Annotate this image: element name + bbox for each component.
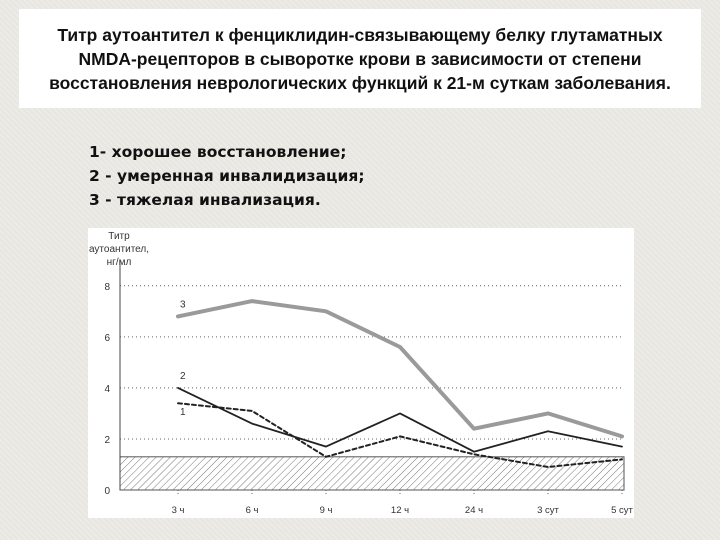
x-tick-label: 12 ч — [390, 505, 410, 516]
reference-band — [120, 457, 624, 490]
y-tick-label: 0 — [104, 486, 110, 497]
series-line-3 — [178, 301, 622, 436]
x-tick-label: 5 сут — [611, 505, 633, 516]
y-tick-label: 6 — [104, 332, 110, 344]
page-title: Титр аутоантител к фенциклидин-связывающему белку глутаматных NMDA-рецепторов в сыворотке крови в зависимости от степени восстановления неврологических функций к 21-м суткам заболевания. — [49, 24, 671, 93]
series-label-1: 1 — [180, 407, 186, 419]
line-chart — [88, 228, 634, 518]
y-tick-label: 8 — [104, 281, 110, 293]
y-axis-label: Титр аутоантител, нг/мл — [88, 231, 150, 268]
x-tick-label: 3 сут — [537, 505, 559, 516]
legend — [89, 140, 365, 212]
legend-item-2: 2 - умеренная инвалидизация; — [89, 167, 365, 185]
legend-item-1: 1- хорошее восстановление; — [89, 143, 347, 161]
x-tick-label: 24 ч — [464, 505, 484, 516]
x-tick-label: 9 ч — [319, 505, 333, 516]
y-tick-label: 4 — [104, 383, 110, 395]
x-tick-label: 3 ч — [171, 505, 185, 516]
series-line-2 — [178, 388, 622, 452]
title-box — [19, 9, 701, 108]
series-label-2: 2 — [180, 370, 186, 382]
x-tick-label: 6 ч — [245, 505, 259, 516]
y-tick-label: 2 — [104, 434, 110, 446]
series-label-3: 3 — [180, 299, 186, 311]
legend-item-3: 3 - тяжелая инвализация. — [89, 191, 321, 209]
chart-panel — [88, 228, 634, 518]
